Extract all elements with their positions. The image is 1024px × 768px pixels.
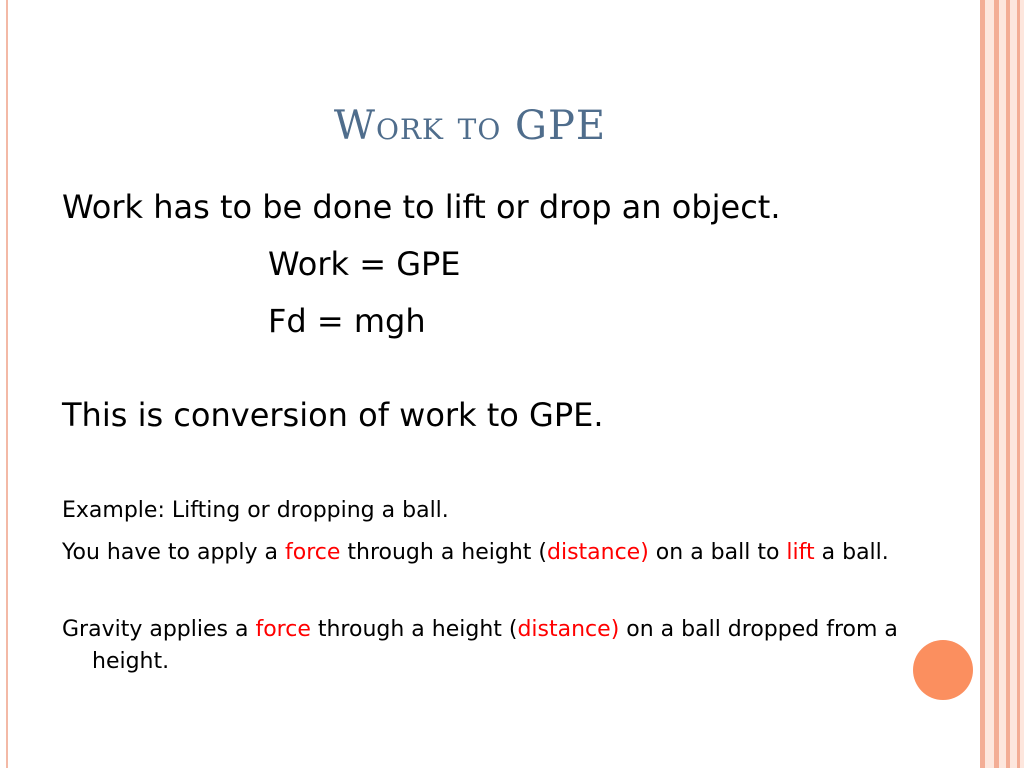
- right-border-stripe: [980, 0, 985, 768]
- intro-line: Work has to be done to lift or drop an object.: [62, 188, 781, 226]
- conversion-line: This is conversion of work to GPE.: [62, 396, 604, 434]
- bullet-text: Gravity applies a: [62, 617, 256, 642]
- bullet-dropping: [62, 614, 912, 678]
- bullet-text: through a height (: [310, 617, 518, 642]
- keyword-force: force: [284, 540, 341, 565]
- right-border-stripe: [994, 0, 999, 768]
- keyword-lift: lift: [786, 540, 815, 565]
- keyword-distance: distance): [547, 540, 649, 565]
- slide-title: Work to GPE: [333, 103, 607, 149]
- keyword-distance: distance): [517, 617, 620, 642]
- right-border-stripe: [1006, 0, 1010, 768]
- bullet-lifting: [62, 537, 972, 569]
- bullet-text: You have to apply a: [62, 540, 285, 565]
- equation-work-gpe: Work = GPE: [268, 245, 461, 283]
- example-line: Example: Lifting or dropping a ball.: [62, 498, 449, 523]
- bullet-text: on a ball dropped from a height.: [92, 617, 898, 674]
- keyword-force: force: [255, 617, 311, 642]
- equation-fd-mgh: Fd = mgh: [268, 302, 426, 340]
- bullet-text: a ball.: [814, 540, 889, 565]
- bullet-text: on a ball to: [648, 540, 787, 565]
- right-border-stripe: [1017, 0, 1020, 768]
- decorative-circle: [913, 640, 973, 700]
- bullet-text: through a height (: [340, 540, 547, 565]
